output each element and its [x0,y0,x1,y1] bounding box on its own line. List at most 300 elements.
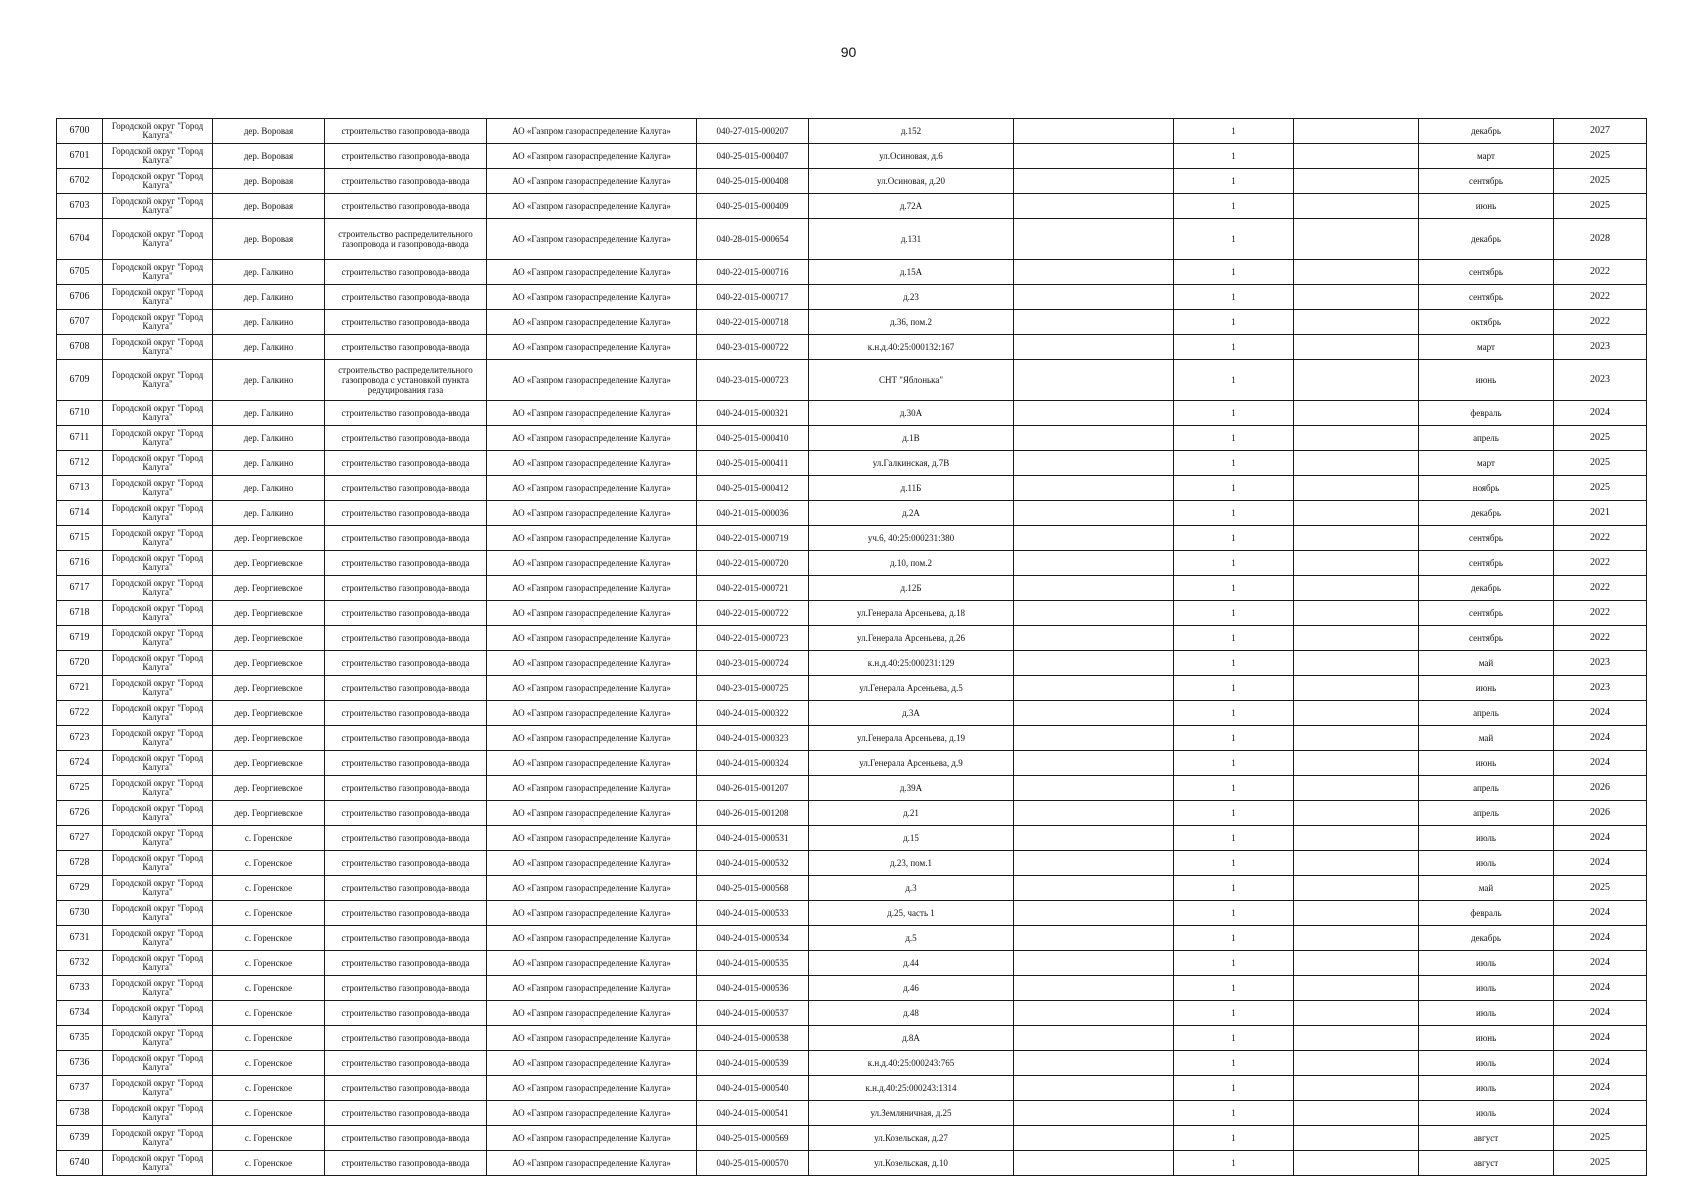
organization-cell: АО «Газпром газораспределение Калуга» [487,144,697,169]
empty-cell [1014,1026,1174,1051]
row-number-cell: 6716 [57,551,103,576]
organization-cell: АО «Газпром газораспределение Калуга» [487,976,697,1001]
row-number-cell: 6709 [57,360,103,401]
row-number-cell: 6726 [57,801,103,826]
address-cell: д.1В [809,426,1014,451]
work-type-cell: строительство распределительного газопровода с установкой пункта редуцирования газа [325,360,487,401]
month-cell: июль [1419,826,1554,851]
organization-cell: АО «Газпром газораспределение Калуга» [487,119,697,144]
empty-cell [1294,901,1419,926]
work-type-cell: строительство газопровода-ввода [325,576,487,601]
empty-cell [1014,626,1174,651]
quantity-cell: 1 [1174,601,1294,626]
settlement-cell: с. Горенское [213,876,325,901]
empty-cell [1014,526,1174,551]
table-row [57,701,1647,726]
year-cell: 2022 [1554,576,1647,601]
empty-cell [1294,551,1419,576]
empty-cell [1294,576,1419,601]
work-type-cell: строительство газопровода-ввода [325,501,487,526]
organization-cell: АО «Газпром газораспределение Калуга» [487,1101,697,1126]
object-code-cell: 040-22-015-000719 [697,526,809,551]
organization-cell: АО «Газпром газораспределение Калуга» [487,401,697,426]
object-code-cell: 040-26-015-001207 [697,776,809,801]
object-code-cell: 040-22-015-000720 [697,551,809,576]
work-type-cell: строительство газопровода-ввода [325,335,487,360]
table-row [57,285,1647,310]
table-row [57,451,1647,476]
table-row [57,526,1647,551]
address-cell: д.44 [809,951,1014,976]
row-number-cell: 6714 [57,501,103,526]
row-number-cell: 6730 [57,901,103,926]
document-sheet [56,118,1646,1176]
quantity-cell: 1 [1174,926,1294,951]
address-cell: ул.Генерала Арсеньева, д.5 [809,676,1014,701]
row-number-cell: 6708 [57,335,103,360]
month-cell: июль [1419,976,1554,1001]
address-cell: ул.Земляничная, д.25 [809,1101,1014,1126]
year-cell: 2025 [1554,194,1647,219]
object-code-cell: 040-22-015-000718 [697,310,809,335]
empty-cell [1014,726,1174,751]
page-number: 90 [840,44,857,60]
object-code-cell: 040-25-015-000408 [697,169,809,194]
table-row [57,876,1647,901]
empty-cell [1014,751,1174,776]
empty-cell [1294,1151,1419,1176]
empty-cell [1294,726,1419,751]
row-number-cell: 6700 [57,119,103,144]
month-cell: сентябрь [1419,526,1554,551]
empty-cell [1014,194,1174,219]
district-cell: Городской округ "Город Калуга" [103,1001,213,1026]
quantity-cell: 1 [1174,951,1294,976]
object-code-cell: 040-24-015-000532 [697,851,809,876]
work-type-cell: строительство газопровода-ввода [325,1126,487,1151]
work-type-cell: строительство газопровода-ввода [325,526,487,551]
address-cell: д.23, пом.1 [809,851,1014,876]
quantity-cell: 1 [1174,476,1294,501]
address-cell: уч.6, 40:25:000231:380 [809,526,1014,551]
empty-cell [1014,901,1174,926]
settlement-cell: дер. Георгиевское [213,751,325,776]
quantity-cell: 1 [1174,576,1294,601]
object-code-cell: 040-24-015-000539 [697,1051,809,1076]
empty-cell [1014,426,1174,451]
empty-cell [1294,526,1419,551]
quantity-cell: 1 [1174,976,1294,1001]
settlement-cell: дер. Галкино [213,335,325,360]
year-cell: 2028 [1554,219,1647,260]
settlement-cell: дер. Георгиевское [213,801,325,826]
work-type-cell: строительство газопровода-ввода [325,1051,487,1076]
quantity-cell: 1 [1174,310,1294,335]
organization-cell: АО «Газпром газораспределение Калуга» [487,826,697,851]
empty-cell [1294,776,1419,801]
row-number-cell: 6703 [57,194,103,219]
address-cell: д.131 [809,219,1014,260]
quantity-cell: 1 [1174,260,1294,285]
empty-cell [1014,576,1174,601]
settlement-cell: дер. Георгиевское [213,626,325,651]
district-cell: Городской округ "Город Калуга" [103,335,213,360]
object-code-cell: 040-21-015-000036 [697,501,809,526]
quantity-cell: 1 [1174,901,1294,926]
month-cell: июль [1419,1001,1554,1026]
organization-cell: АО «Газпром газораспределение Калуга» [487,651,697,676]
empty-cell [1014,144,1174,169]
year-cell: 2022 [1554,551,1647,576]
row-number-cell: 6740 [57,1151,103,1176]
empty-cell [1294,401,1419,426]
address-cell: ул.Генерала Арсеньева, д.18 [809,601,1014,626]
empty-cell [1294,451,1419,476]
address-cell: д.72А [809,194,1014,219]
work-type-cell: строительство газопровода-ввода [325,119,487,144]
district-cell: Городской округ "Город Калуга" [103,119,213,144]
table-row [57,651,1647,676]
quantity-cell: 1 [1174,451,1294,476]
quantity-cell: 1 [1174,851,1294,876]
table-row [57,776,1647,801]
object-code-cell: 040-23-015-000724 [697,651,809,676]
month-cell: декабрь [1419,576,1554,601]
month-cell: ноябрь [1419,476,1554,501]
table-row [57,951,1647,976]
year-cell: 2022 [1554,260,1647,285]
empty-cell [1014,1101,1174,1126]
empty-cell [1014,169,1174,194]
row-number-cell: 6711 [57,426,103,451]
organization-cell: АО «Газпром газораспределение Калуга» [487,601,697,626]
settlement-cell: дер. Георгиевское [213,676,325,701]
organization-cell: АО «Газпром газораспределение Калуга» [487,1076,697,1101]
quantity-cell: 1 [1174,426,1294,451]
district-cell: Городской округ "Город Калуга" [103,1126,213,1151]
quantity-cell: 1 [1174,501,1294,526]
address-cell: д.48 [809,1001,1014,1026]
month-cell: сентябрь [1419,169,1554,194]
empty-cell [1294,976,1419,1001]
settlement-cell: дер. Воровая [213,194,325,219]
month-cell: март [1419,335,1554,360]
empty-cell [1014,451,1174,476]
work-type-cell: строительство газопровода-ввода [325,651,487,676]
year-cell: 2025 [1554,876,1647,901]
district-cell: Городской округ "Город Калуга" [103,360,213,401]
table-row [57,501,1647,526]
settlement-cell: дер. Георгиевское [213,726,325,751]
month-cell: декабрь [1419,119,1554,144]
month-cell: март [1419,144,1554,169]
district-cell: Городской округ "Город Калуга" [103,701,213,726]
district-cell: Городской округ "Город Калуга" [103,1051,213,1076]
empty-cell [1294,1051,1419,1076]
district-cell: Городской округ "Город Калуга" [103,144,213,169]
empty-cell [1014,335,1174,360]
table-row [57,1026,1647,1051]
organization-cell: АО «Газпром газораспределение Калуга» [487,526,697,551]
work-type-cell: строительство газопровода-ввода [325,1076,487,1101]
object-code-cell: 040-25-015-000410 [697,426,809,451]
organization-cell: АО «Газпром газораспределение Калуга» [487,1151,697,1176]
month-cell: июнь [1419,1026,1554,1051]
month-cell: июнь [1419,360,1554,401]
address-cell: д.30А [809,401,1014,426]
address-cell: ул.Козельская, д.10 [809,1151,1014,1176]
table-row [57,626,1647,651]
empty-cell [1294,1076,1419,1101]
address-cell: ул.Козельская, д.27 [809,1126,1014,1151]
quantity-cell: 1 [1174,676,1294,701]
organization-cell: АО «Газпром газораспределение Калуга» [487,194,697,219]
table-row [57,551,1647,576]
table-row [57,826,1647,851]
table-row [57,726,1647,751]
organization-cell: АО «Газпром газораспределение Калуга» [487,951,697,976]
address-cell: д.21 [809,801,1014,826]
row-number-cell: 6705 [57,260,103,285]
object-code-cell: 040-23-015-000723 [697,360,809,401]
district-cell: Городской округ "Город Калуга" [103,260,213,285]
row-number-cell: 6704 [57,219,103,260]
organization-cell: АО «Газпром газораспределение Калуга» [487,1001,697,1026]
empty-cell [1294,219,1419,260]
settlement-cell: дер. Воровая [213,119,325,144]
empty-cell [1014,1126,1174,1151]
settlement-cell: дер. Георгиевское [213,526,325,551]
district-cell: Городской округ "Город Калуга" [103,1101,213,1126]
empty-cell [1014,551,1174,576]
settlement-cell: дер. Галкино [213,451,325,476]
row-number-cell: 6731 [57,926,103,951]
empty-cell [1294,651,1419,676]
row-number-cell: 6728 [57,851,103,876]
quantity-cell: 1 [1174,776,1294,801]
settlement-cell: с. Горенское [213,851,325,876]
month-cell: февраль [1419,901,1554,926]
table-row [57,310,1647,335]
object-code-cell: 040-25-015-000569 [697,1126,809,1151]
quantity-cell: 1 [1174,219,1294,260]
empty-cell [1014,951,1174,976]
settlement-cell: с. Горенское [213,1151,325,1176]
address-cell: д.8А [809,1026,1014,1051]
row-number-cell: 6736 [57,1051,103,1076]
object-code-cell: 040-23-015-000725 [697,676,809,701]
district-cell: Городской округ "Город Калуга" [103,626,213,651]
settlement-cell: дер. Галкино [213,426,325,451]
settlement-cell: с. Горенское [213,1001,325,1026]
month-cell: февраль [1419,401,1554,426]
empty-cell [1014,676,1174,701]
month-cell: май [1419,876,1554,901]
row-number-cell: 6707 [57,310,103,335]
quantity-cell: 1 [1174,526,1294,551]
work-type-cell: строительство газопровода-ввода [325,826,487,851]
empty-cell [1014,876,1174,901]
work-type-cell: строительство распределительного газопровода и газопровода-ввода [325,219,487,260]
empty-cell [1294,751,1419,776]
address-cell: к.н.д.40:25:000243:1314 [809,1076,1014,1101]
year-cell: 2024 [1554,1001,1647,1026]
organization-cell: АО «Газпром газораспределение Калуга» [487,476,697,501]
empty-cell [1294,194,1419,219]
settlement-cell: дер. Георгиевское [213,651,325,676]
empty-cell [1014,651,1174,676]
empty-cell [1294,285,1419,310]
address-cell: д.12Б [809,576,1014,601]
year-cell: 2025 [1554,144,1647,169]
empty-cell [1294,701,1419,726]
table-row [57,801,1647,826]
address-cell: д.15А [809,260,1014,285]
row-number-cell: 6712 [57,451,103,476]
address-cell: д.39А [809,776,1014,801]
district-cell: Городской округ "Город Калуга" [103,476,213,501]
empty-cell [1014,1076,1174,1101]
row-number-cell: 6717 [57,576,103,601]
year-cell: 2024 [1554,701,1647,726]
year-cell: 2026 [1554,801,1647,826]
month-cell: июль [1419,1101,1554,1126]
table-row [57,119,1647,144]
organization-cell: АО «Газпром газораспределение Калуга» [487,776,697,801]
year-cell: 2026 [1554,776,1647,801]
district-cell: Городской округ "Город Калуга" [103,551,213,576]
work-type-cell: строительство газопровода-ввода [325,310,487,335]
object-code-cell: 040-22-015-000721 [697,576,809,601]
address-cell: д.36, пом.2 [809,310,1014,335]
organization-cell: АО «Газпром газораспределение Калуга» [487,626,697,651]
row-number-cell: 6725 [57,776,103,801]
month-cell: июль [1419,1076,1554,1101]
empty-cell [1014,776,1174,801]
settlement-cell: с. Горенское [213,1126,325,1151]
row-number-cell: 6702 [57,169,103,194]
year-cell: 2024 [1554,976,1647,1001]
organization-cell: АО «Газпром газораспределение Калуга» [487,169,697,194]
district-cell: Городской округ "Город Калуга" [103,826,213,851]
year-cell: 2022 [1554,310,1647,335]
district-cell: Городской округ "Город Калуга" [103,1026,213,1051]
year-cell: 2022 [1554,626,1647,651]
year-cell: 2022 [1554,526,1647,551]
month-cell: апрель [1419,801,1554,826]
row-number-cell: 6710 [57,401,103,426]
district-cell: Городской округ "Город Калуга" [103,1076,213,1101]
object-code-cell: 040-25-015-000411 [697,451,809,476]
empty-cell [1014,476,1174,501]
row-number-cell: 6735 [57,1026,103,1051]
year-cell: 2027 [1554,119,1647,144]
quantity-cell: 1 [1174,826,1294,851]
empty-cell [1294,876,1419,901]
year-cell: 2025 [1554,426,1647,451]
work-type-cell: строительство газопровода-ввода [325,260,487,285]
object-code-cell: 040-24-015-000533 [697,901,809,926]
month-cell: октябрь [1419,310,1554,335]
organization-cell: АО «Газпром газораспределение Калуга» [487,360,697,401]
table-row [57,260,1647,285]
empty-cell [1294,926,1419,951]
organization-cell: АО «Газпром газораспределение Калуга» [487,310,697,335]
district-cell: Городской округ "Город Калуга" [103,951,213,976]
district-cell: Городской округ "Город Калуга" [103,876,213,901]
address-cell: к.н.д.40:25:000132:167 [809,335,1014,360]
district-cell: Городской округ "Город Калуга" [103,401,213,426]
quantity-cell: 1 [1174,194,1294,219]
row-number-cell: 6739 [57,1126,103,1151]
work-type-cell: строительство газопровода-ввода [325,1026,487,1051]
district-cell: Городской округ "Город Калуга" [103,801,213,826]
district-cell: Городской округ "Город Калуга" [103,926,213,951]
month-cell: июнь [1419,676,1554,701]
address-cell: д.11Б [809,476,1014,501]
work-type-cell: строительство газопровода-ввода [325,701,487,726]
empty-cell [1294,335,1419,360]
district-cell: Городской округ "Город Калуга" [103,751,213,776]
empty-cell [1294,601,1419,626]
organization-cell: АО «Газпром газораспределение Калуга» [487,426,697,451]
organization-cell: АО «Газпром газораспределение Калуга» [487,751,697,776]
work-type-cell: строительство газопровода-ввода [325,144,487,169]
month-cell: сентябрь [1419,260,1554,285]
object-code-cell: 040-24-015-000323 [697,726,809,751]
month-cell: июль [1419,851,1554,876]
organization-cell: АО «Газпром газораспределение Калуга» [487,260,697,285]
empty-cell [1014,360,1174,401]
address-cell: к.н.д.40:25:000243:765 [809,1051,1014,1076]
organization-cell: АО «Газпром газораспределение Калуга» [487,335,697,360]
settlement-cell: дер. Георгиевское [213,701,325,726]
empty-cell [1014,401,1174,426]
address-cell: д.46 [809,976,1014,1001]
address-cell: ул.Осиновая, д.6 [809,144,1014,169]
settlement-cell: с. Горенское [213,976,325,1001]
district-cell: Городской округ "Город Калуга" [103,526,213,551]
address-cell: д.3 [809,876,1014,901]
quantity-cell: 1 [1174,1051,1294,1076]
year-cell: 2024 [1554,726,1647,751]
empty-cell [1014,926,1174,951]
district-cell: Городской округ "Город Калуга" [103,1151,213,1176]
table-row [57,926,1647,951]
table-row [57,194,1647,219]
empty-cell [1014,826,1174,851]
table-row [57,576,1647,601]
empty-cell [1294,310,1419,335]
table-row [57,169,1647,194]
organization-cell: АО «Газпром газораспределение Калуга» [487,726,697,751]
address-cell: д.25, часть 1 [809,901,1014,926]
work-type-cell: строительство газопровода-ввода [325,1001,487,1026]
quantity-cell: 1 [1174,335,1294,360]
table-row [57,426,1647,451]
settlement-cell: дер. Георгиевское [213,601,325,626]
month-cell: декабрь [1419,926,1554,951]
empty-cell [1294,626,1419,651]
address-cell: д.3А [809,701,1014,726]
address-cell: ул.Осиновая, д.20 [809,169,1014,194]
table-row [57,335,1647,360]
table-row [57,751,1647,776]
district-cell: Городской округ "Город Калуга" [103,976,213,1001]
organization-cell: АО «Газпром газораспределение Калуга» [487,1026,697,1051]
table-row [57,476,1647,501]
address-cell: ул.Генерала Арсеньева, д.26 [809,626,1014,651]
